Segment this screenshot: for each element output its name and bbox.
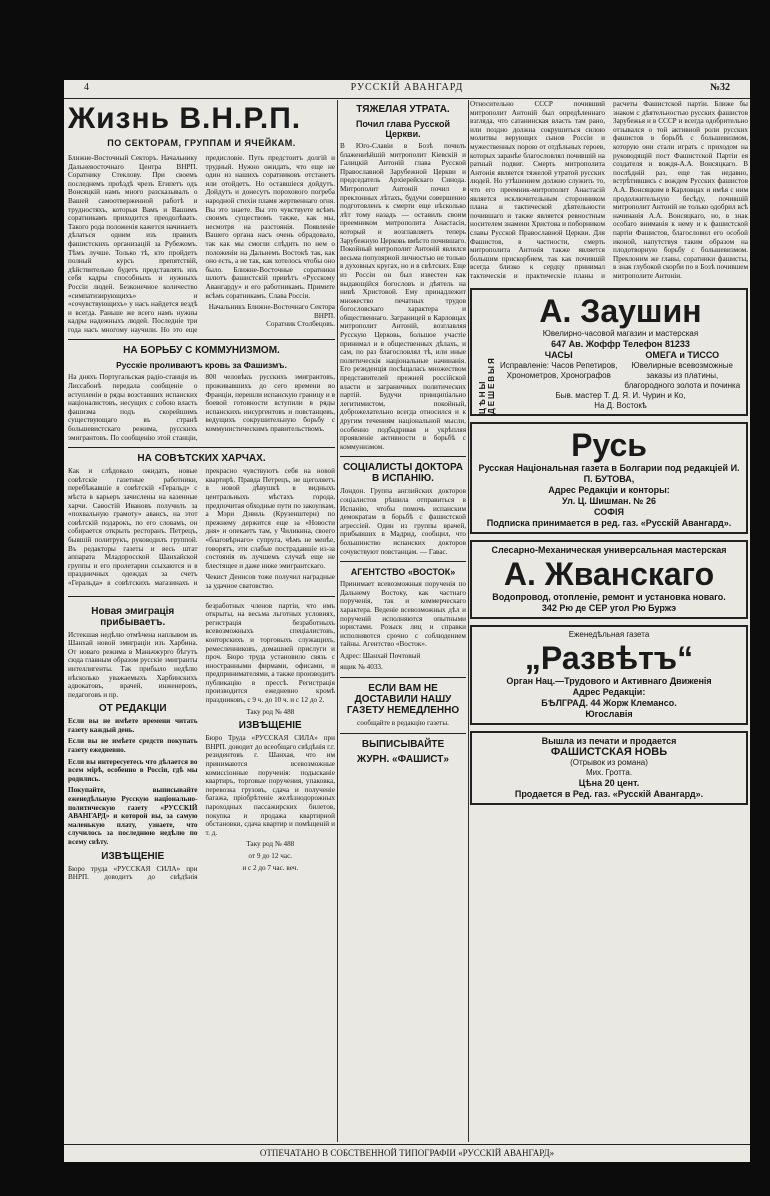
emigration-headline: Новая эмиграція прибываетъ. — [91, 605, 175, 628]
ad-fascist-nov — [470, 731, 748, 805]
footer-imprint: ОТПЕЧАТАНО В СОБСТВЕННОЙ ТИПОГРАФIИ «РУССКIЙ АВАНГАРД» — [259, 1148, 555, 1158]
section-rule — [340, 733, 466, 734]
ad-col-heading: ОМЕГА и ТИССО — [645, 349, 720, 360]
ad-line: 342 Рю де СЕР угол Рю Буржэ — [541, 602, 677, 613]
column-divider — [468, 100, 469, 1142]
ad-line: На Д. Востокѣ — [594, 400, 647, 410]
kharchi-article — [68, 467, 335, 590]
section-rule — [340, 456, 466, 457]
vostok-headline: АГЕНТСТВО «ВОСТОК» — [350, 567, 456, 578]
page-footer — [64, 1144, 750, 1162]
ad-columns — [500, 350, 741, 391]
notice-address: Таку род № 488 — [246, 707, 295, 716]
undelivered-subtext: сообщайте в редакцію газеты. — [357, 719, 449, 728]
loss-headline: ТЯЖЕЛАЯ УТРАТА. — [356, 104, 450, 115]
loss-text: В Юго-Славіи в Бозѣ почилъ блаженнѣйшій митрополит Кіевскій и Галицкій Антоній глава Русской Православной Зарубежной Церкви и председатель Архіерейскаго Синода. Митрополит Антоній почил в преклонных лѣтахъ, будучи совершенно подготовленъ к смерти еще нѣсколько лѣт тому назадъ — оставилъ своим преемником митрополита Анастасія, который и возглавляетъ теперь Зарубежную Церковь вмѣсто почившаго. Покойный митрополит Антоній являлся весьма популярной личностью не только в духовных кругах, но и в свѣтских. Еще из Россіи он был известен как выдающійся богословъ и дѣятель на нивѣ Христовой. Ему принадлежит множество печатных трудов богословскаго характера и общественнаго. Заграницей в Карловцах митрополит Антоній, возглавляя Русскую Церковь, большое участіе принимал и в общественных дѣлахъ, и сам, по раз благословлял тѣ, или иные политическія національные начинанія. Его резиденція посѣщалась множеством представителей прежней россійской власти и заграничных политических партій. Будучи принципіально легитимистом, покойный, доброжелательно всегда относился и к другим течениям національной мысли, особенно подбадривая и укрѣпляя проявленіе активности в борьбѣ с коммунизмом. — [340, 142, 466, 451]
ad-line: Цѣна 20 цент. — [578, 777, 640, 788]
editors-text: Покупайте, выписывайте еженедѣльную Русскую національно-политическую газету «РУССКIЙ АВАНГАРД» и которой вы, за самую маленькую плату, узнаете, что случилось за последнюю недѣлю по всему свѣту. — [68, 786, 198, 846]
main-headline: Жизнь В.Н.Р.П. — [68, 102, 302, 135]
column-right — [470, 100, 748, 1142]
fight-headline: НА БОРЬБУ С КОММУНИЗМОМ. — [123, 345, 280, 357]
notice-text: Бюро труда «РУССКАЯ СИЛА» при ВНРП. доводитъ до свѣдѣнія безработных членов партіи, что имъ открыты, на весьма льготных условиях, регистрація безработныхъ всевозможныхъ спеціалистовъ, конторскихъ и торговыхъ служащихъ, ремесленниковъ, домашней прислуги и проч. Бюро труда установило связь с иностранными фирмами, офисами, и предпринимателями, а также производитъ публикацію в прессѣ. Регистрація производится ежедневно кромѣ праздниковъ, с 9 ч. до 10 ч. и с 12 до 2. — [68, 601, 335, 882]
ad-rus — [470, 422, 748, 534]
main-subheadline: ПО СЕКТОРАМ, ГРУППАМ И ЯЧЕЙКАМ. — [107, 138, 296, 148]
ad-line: Ул. Ц. Шишман. № 26 — [562, 495, 656, 506]
ad-line: Ювелирно-часовой магазин и мастерская — [542, 328, 699, 338]
issue-number: №32 — [709, 82, 730, 93]
section-rule — [340, 677, 466, 678]
notice-text: Бюро Труда «РУССКАЯ СИЛА» при ВНРП. доводит до всеобщаго свѣдѣнія г.г. резидентовъ г. Шанхая, что им принимаются всевозможные комиссіонные порученія: подысканіе квартиръ, торговые поручения, упаковка, перевозка грузовъ, сдача и полученіе багажа, пріобрѣтеніе желѣзнодорожных пароходных пассажирских билетов, покупка и продажа квартирной обстановки, сдача квартир и помѣщеній и т. д. — [205, 734, 335, 837]
column-divider — [337, 100, 338, 1142]
ad-col-heading: ЧАСЫ — [544, 349, 573, 360]
ad-line: Продается в Ред. газ. «Русскій Авангард». — [514, 788, 704, 799]
ad-line: Адрес Редакціи и конторы: — [548, 484, 670, 495]
ad-vertical-text: ЦѢНЫ ДЕШЕВЫЯ — [478, 356, 496, 414]
section-rule — [68, 596, 335, 597]
ad-line: Мих. Гротта. — [585, 767, 633, 777]
notice-hours: от 9 до 12 час. — [248, 851, 293, 860]
ad-line: Русская Національная газета в Болгарии под редакціей И. П. БУТОВА, — [478, 462, 740, 484]
socialists-headline: СОЦIАЛИСТЫ ДОКТОРА В ИСПАНIЮ. — [343, 462, 463, 485]
column-middle — [340, 100, 466, 1142]
fight-subheadline: Русскіе проливаютъ кровь за Фашизмъ. — [116, 360, 287, 371]
ad-line: Подписка принимается в ред. газ. «Русскій Авангард». — [486, 517, 732, 528]
undelivered-notice: ЕСЛИ ВАМ НЕ ДОСТАВИЛИ НАШУ ГАЗЕТУ НЕМЕДЛЕННО — [346, 683, 460, 717]
kharchi-signature: Чекист Денисов тоже получил наградные за удачное сватовство. — [205, 573, 335, 590]
socialists-text: Лондон. Группа английских докторов соціалистов рѣшила отправиться в Испанію, чтобы помочь испанским демократам в борьбѣ с фашистской агрессіей. Один из группы врачей, прибывших в Мадрид, сообщил, что большинство испанских докторов сочувствуют повстанцам. — Гавас. — [340, 487, 466, 556]
ad-line: Вышла из печати и продается — [541, 735, 677, 746]
ad-line: Слесарно-Механическая универсальная мастерская — [491, 544, 727, 555]
loss-continued-text: Относительно СССР почивший митрополит Антоній был опредѣленнаго взгляда, что сатанинская власть там рано, или поздно должна сокрушиться силою молитвы верующих сынов Россіи и мужественных порою от отдѣльных героев, которых заранѣе благословлял почившій на ратный подвиг. Смерть митрополита Антонія является тяжелой утратой русских людей. Но утѣшением должно служить то, что его преемник-митрополит Анастасій является исключительным сторонником плана и тактической дѣятельности почившаго и также является ревностным носителем знамени Христова и поборником славы Русской Православной Церкви. Для Фашистов, в частности, смерть митрополита Антонія также является большим прискорбием, так как почившій всегда близко к сердцу принимал тактическія и практическіе планы и расчеты Фашистской партіи. Ближе бы знаком с дѣятельностью русских фашистов Зарубежья и в СССР и всегда одобрительно отзывался о той активной роли русских фашистов в борьбѣ с большевизмом, которую они стали играть с приходом на руководящій пост Фашистской Партіи ея создателя и вождя-А.А. Вонсяцкаго. В послѣдній раз, еще так недавно, встрѣтившись с вождем Русских фашистов А.А. Вонсяцким в Карловцах и имѣя с ним продолжительную бесѣду, почившій митрополит Антоній не только одобрил всѣ начинанія А.А. Вонсяцкаго, но, в знак особаго вниманія к нему и к фашистской партіи Фашистов, благословил его особой иконой, напутствуя таким образом на плодотворную борьбу с большевизмом. Преклоним же главы, соратники фашисты, в знак глубокой скорби по в Бозѣ почившем митрополите Антоніи. — [470, 100, 748, 280]
lower-left-block — [68, 602, 335, 882]
kharchi-headline: НА СОВѢТСКИХ ХАРЧАХ. — [137, 453, 266, 465]
editors-text: Если вы не имѣете времени читать газету каждый день. — [68, 717, 198, 734]
ad-col-text: Исправленіе: Часов Репетиров, Хронометров, Хронографов — [500, 360, 618, 380]
fight-article — [68, 373, 335, 442]
fight-text: На дняхъ Португальская радіо-станція въ Лиссабонѣ передала сообщеніе о вступленіи в ряды возставших испанских націоналистовъ, несущих с собою власть фашизма подъ скорейшимъ существующаго въ странѣ большевистскаго режима, русскихъ эмигрантовъ. По сообщенію этой станціи, 800 человѣкъ русскихъ эмигрантовъ, проживавшихъ до сего времени во Франціи, перешли испанскую границу и в боевой готовности вступили в ряды испанскихъ инсургентовъ и повстанцевъ, ведущихъ сокрушительную борьбу с коммунистическимъ правительствомъ. — [68, 373, 335, 442]
ad-col-watches — [500, 350, 618, 391]
notice-headline: ИЗВѢЩЕНІЕ — [101, 850, 165, 862]
emigration-text: Истекшая недѣлю отмѣчена наплывом въ Шанхай новой эмиграціи изъ Харбина. От новаго режима в Маньчжурго бѣгутъ сюда главным образом русскіе эмигранты интеллигенты. Так прибыло недѣлю нѣсколько уважаемыхъ Харбинскихъ адвокатовъ, врачей, инженеровъ, педагоговъ и пр. — [68, 630, 198, 699]
vostok-address: Адрес: Шанхай Почтовый — [340, 651, 421, 660]
ad-rus-name: Русь — [571, 426, 647, 463]
ad-col-jewelry — [624, 350, 742, 391]
vostok-address: ящик № 4033. — [340, 663, 383, 672]
ad-line: Еженедѣльная газета — [568, 629, 650, 639]
newspaper-title: РУССКIЙ АВАНГАРД — [350, 82, 464, 93]
page-header — [64, 80, 750, 99]
ad-col-text: Ювелирные всевозможные заказы из платины, благородного золота и починка — [624, 360, 741, 390]
notice-headline: ИЗВѢЩЕНІЕ — [238, 720, 302, 732]
ad-line: Югославія — [585, 708, 633, 719]
vostok-text: Принимает всевозможныя порученія по Дальнему Востоку, как частнаго порученія, так и коммерческаго характера. Веденіе всевозможных дѣл и порученій исполняются опытными юристами. Розыск лиц и справки исполняются срочно с соблюдением тайны. Агентство «Восток». — [340, 580, 466, 649]
section-rule — [340, 561, 466, 562]
loss-continued — [470, 100, 748, 282]
ad-razsvet-name: „Развѣтъ“ — [524, 639, 694, 676]
kharchi-text: Как и слѣдовало ожидать, новые совѣтскіе газетные работники, перебѣжавшіе в совѣтскій «Геральд» с мѣста в карьеръ зачислены на казенные харчи. Савостій Ивановъ получилъ за «похвальную грамоту» авансъ, на этот совѣтскій подарокъ, по его словамъ, он собирается открыть ресторанъ. Петрецъ, бывшій политрукъ, руководилъ группой. Въ редакторы газеты и весь штат аппарата Младоросской Шанхайской группы и его пролетарии ссыхаются и в праздничных одеждах за счетъ «Геральда» в совѣтскихъ магазинахъ и прекрасно чувствуютъ себя на новой квартирѣ. Правда Петрецъ, не щеголяетъ в новой дѣвушкѣ в видныхъ центральныхъ мѣстахъ города, предпочитая обходные пути по закоулкам, а Мэри Дэвиль (Крузенштерн) по прежнему держится еще за «Новости дня» и опекаетъ там, у Чиликина, своего «благовѣрнаго» супруга, чѣмъ не менѣе, говорятъ, эти слабые пострадавшіе из-за состоянія въ лучшемъ случаѣ еще не блестящее и даже ниже эмигрантскаго. — [68, 467, 335, 587]
ad-line: Орган Нац.—Трудового и Активнаго Движенія — [506, 675, 712, 686]
newspaper-page — [64, 80, 750, 1162]
ad-zaushin-name: А. Заушин — [539, 292, 702, 329]
editors-headline: ОТ РЕДАКЦІИ — [98, 703, 167, 715]
notice-hours: и с 2 до 7 час. веч. — [242, 863, 299, 872]
ad-razsvet — [470, 625, 748, 725]
editors-text: Если вы интересуетесь что дѣлается во всем мірѣ, особенно в Россіи, гдѣ мы родились. — [68, 757, 198, 783]
letter-article — [68, 154, 335, 334]
loss-subheadline: Почил глава Русской Церкви. — [355, 119, 451, 139]
ad-line: Водопровод, отопленіе, ремонт и установка новаго. — [492, 591, 726, 602]
column-left — [68, 100, 335, 1142]
ad-line: СОФIЯ — [594, 506, 624, 517]
section-rule — [68, 447, 335, 448]
subscribe-notice: ВЫПИСЫВАЙТЕ — [361, 738, 445, 750]
letter-text: Ближне-Восточный Секторъ. Начальнику Дальневосточнаго Центра ВНРП. Соратнику Стеклову. При своемъ последнемъ проѣздѣ чрезъ Египетъ одъ Вонсяцкій намъ много разсказывалъ о Вашей самоотверженной работѣ и трудностяхъ, которыя Вамъ и Вашимъ соратникамъ приходится преодолѣвать. Такого рода положенія кажется начинаетъ дѣлаться одним изъ правилъ фашистскихъ организацій за Рубежомъ. Тѣмъ лучше. Только тѣ, кто пройдетъ полный курсъ препятствій, дѣйствительно будетъ представлять изъ себя кадры способныхъ и нужныхъ Россіи людей. Безконечное количество «симпатизирующихъ» и «сочувствующихъ» у насъ найдется вездѣ и всегда. Раньше же всего намъ нужны кадры надежныхъ людей. Последніе три года насъ многому научили. Но это еще предисловіе. Путь предстоитъ долгій и трудный. Нужно ожидать, что еще не один из нашихъ соратниковъ отстанетъ или отойдетъ. Но оставшіеся дойдутъ. Дойдутъ и донесутъ порохового погреба народной стихіи пламя жертвеннаго огня. Вы это знаете. Вы это чувствуете всѣмъ своимъ существомъ также, как мы, несмотря на разстоянія. Появленіе Вашего органа насъ очень обрадовало, так как мы смогли слѣдить по нем о положеніи на Дальнемъ Востокѣ так, как оно есть, а не так, как хотелось чтобы оно было. Ближне-Восточные соратники шлютъ фашистскій привѣтъ «Русскому Авангарду» и его работникамъ. Примите всѣмъ соратникамъ. Слава Россіи. — [68, 154, 335, 334]
letter-signature: Начальникъ Ближне-Восточнаго Сектора ВНРП. — [208, 303, 335, 320]
ad-line: (Отрывок из романа) — [570, 757, 648, 767]
subscribe-notice: ЖУРН. «ФАШИСТ» — [357, 753, 449, 765]
page-number: 4 — [84, 82, 89, 93]
ad-zhvanskago — [470, 540, 748, 619]
ad-book-title: ФАШИСТСКАЯ НОВЬ — [550, 745, 668, 758]
ad-zaushin — [470, 288, 748, 416]
ad-zhvanskago-name: А. Жванскаго — [503, 555, 715, 592]
notice-address: Таку род № 488 — [246, 840, 295, 849]
section-rule — [68, 339, 335, 340]
ad-line: БѢЛГРАД. 44 Жорж Клемансо. — [541, 697, 677, 708]
editors-text: Если вы не имѣете средств покупать газету ежедневно. — [68, 737, 198, 755]
letter-signature: Соратник Столбецовъ. — [266, 320, 335, 329]
ad-line: Быв. мастер Т. Д. Я. И. Чурин и Ко, — [555, 390, 686, 400]
ad-line: 647 Ав. Жоффр Телефон 81233 — [551, 338, 690, 349]
ad-line: Адрес Редакціи: — [572, 686, 646, 697]
